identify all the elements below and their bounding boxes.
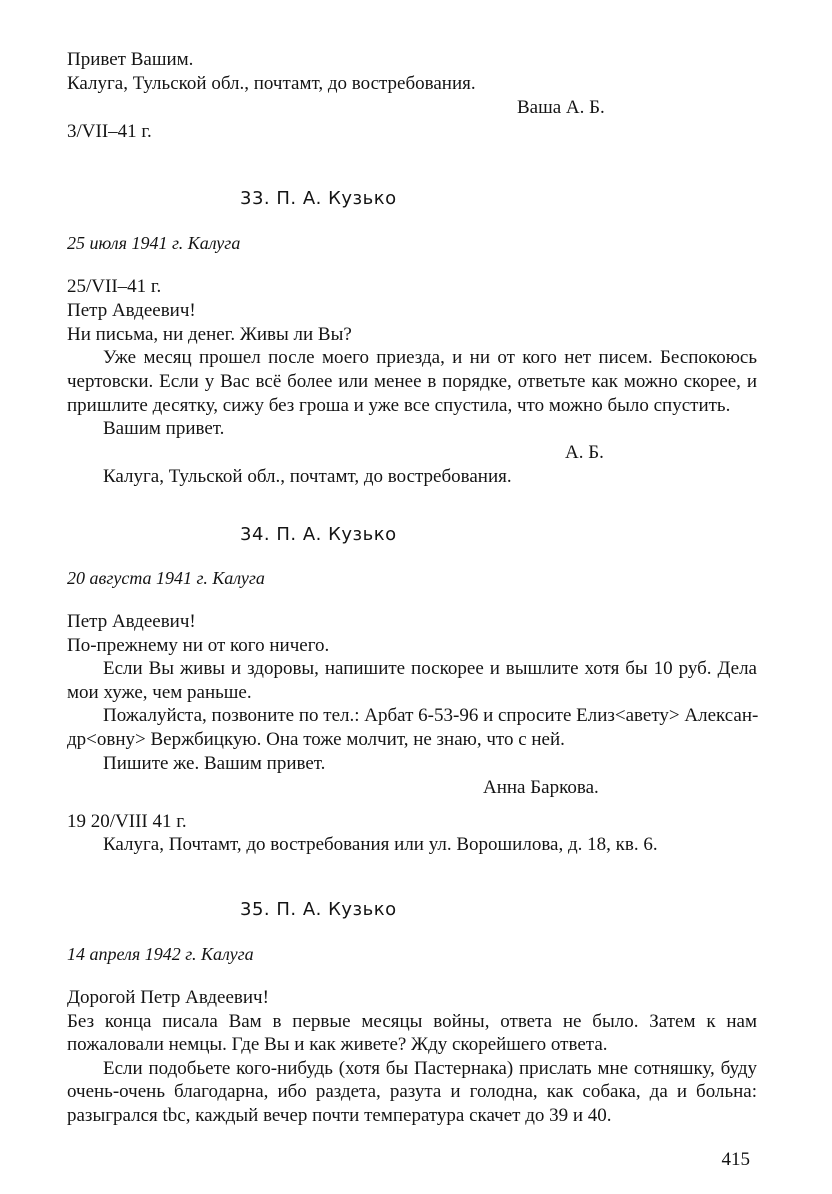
date-line: 3/VII–41 г. bbox=[67, 121, 152, 142]
paragraph-line: мои хуже, чем раньше. bbox=[67, 682, 252, 703]
paragraph-line: чертовски. Если у Вас всё более или менее в порядке, ответьте как можно скорее, и bbox=[67, 371, 757, 392]
paragraph-line: Вашим привет. bbox=[103, 418, 225, 439]
letter-dateline-35: 14 апреля 1942 г. Калуга bbox=[67, 944, 254, 964]
signature: Анна Баркова. bbox=[483, 777, 599, 798]
paragraph-line: Пишите же. Вашим привет. bbox=[103, 753, 326, 774]
address-line: Калуга, Тульской обл., почтамт, до востребования. bbox=[103, 466, 512, 487]
paragraph-line: Уже месяц прошел после моего приезда, и ни от кого нет писем. Беспокоюсь bbox=[103, 347, 757, 368]
salutation: Петр Авдеевич! bbox=[67, 611, 196, 632]
paragraph-line: разыгрался tbc, каждый вечер почти температура скачет до 39 и 40. bbox=[67, 1105, 612, 1126]
paragraph-line: очень-очень благодарна, ибо раздета, разута и голодна, как собака, да и больна: bbox=[67, 1081, 757, 1102]
paragraph-line: Если подобьете кого-нибудь (хотя бы Пастернака) прислать мне сотняшку, буду bbox=[103, 1058, 757, 1079]
paragraph-line: пришлите десятку, сижу без гроша и уже все спустила, что можно было спустить. bbox=[67, 395, 731, 416]
page-number: 415 bbox=[721, 1149, 750, 1170]
letter-line: Ни письма, ни денег. Живы ли Вы? bbox=[67, 324, 352, 345]
address-line: Калуга, Тульской обл., почтамт, до востребования. bbox=[67, 73, 476, 94]
salutation: Петр Авдеевич! bbox=[67, 300, 196, 321]
letter-heading-34: 34. П. А. Кузько bbox=[240, 524, 397, 545]
paragraph-line: пожаловали немцы. Где Вы и как живете? Жду скорейшего ответа. bbox=[67, 1034, 608, 1055]
greeting-line: Привет Вашим. bbox=[67, 49, 194, 70]
letter-dateline-34: 20 августа 1941 г. Калуга bbox=[67, 568, 265, 588]
letter-heading-35: 35. П. А. Кузько bbox=[240, 899, 397, 920]
paragraph-line: Пожалуйста, позвоните по тел.: Арбат 6-53-96 и спросите Елиз<авету> Алексан- bbox=[103, 705, 759, 726]
signature: Ваша А. Б. bbox=[517, 97, 605, 118]
address-line: Калуга, Почтамт, до востребования или ул. Ворошилова, д. 18, кв. 6. bbox=[103, 834, 658, 855]
letter-line: 25/VII–41 г. bbox=[67, 276, 162, 297]
letter-line: По-прежнему ни от кого ничего. bbox=[67, 635, 330, 656]
letter-heading-33: 33. П. А. Кузько bbox=[240, 188, 397, 209]
letter-dateline-33: 25 июля 1941 г. Калуга bbox=[67, 233, 241, 253]
salutation: Дорогой Петр Авдеевич! bbox=[67, 987, 269, 1008]
paragraph-line: Без конца писала Вам в первые месяцы войны, ответа не было. Затем к нам bbox=[67, 1011, 757, 1032]
signature: А. Б. bbox=[565, 442, 604, 463]
paragraph-line: Если Вы живы и здоровы, напишите поскорее и вышлите хотя бы 10 руб. Дела bbox=[103, 658, 757, 679]
paragraph-line: др<овну> Вержбицкую. Она тоже молчит, не знаю, что с ней. bbox=[67, 729, 565, 750]
date-line: 19 20/VIII 41 г. bbox=[67, 811, 187, 832]
